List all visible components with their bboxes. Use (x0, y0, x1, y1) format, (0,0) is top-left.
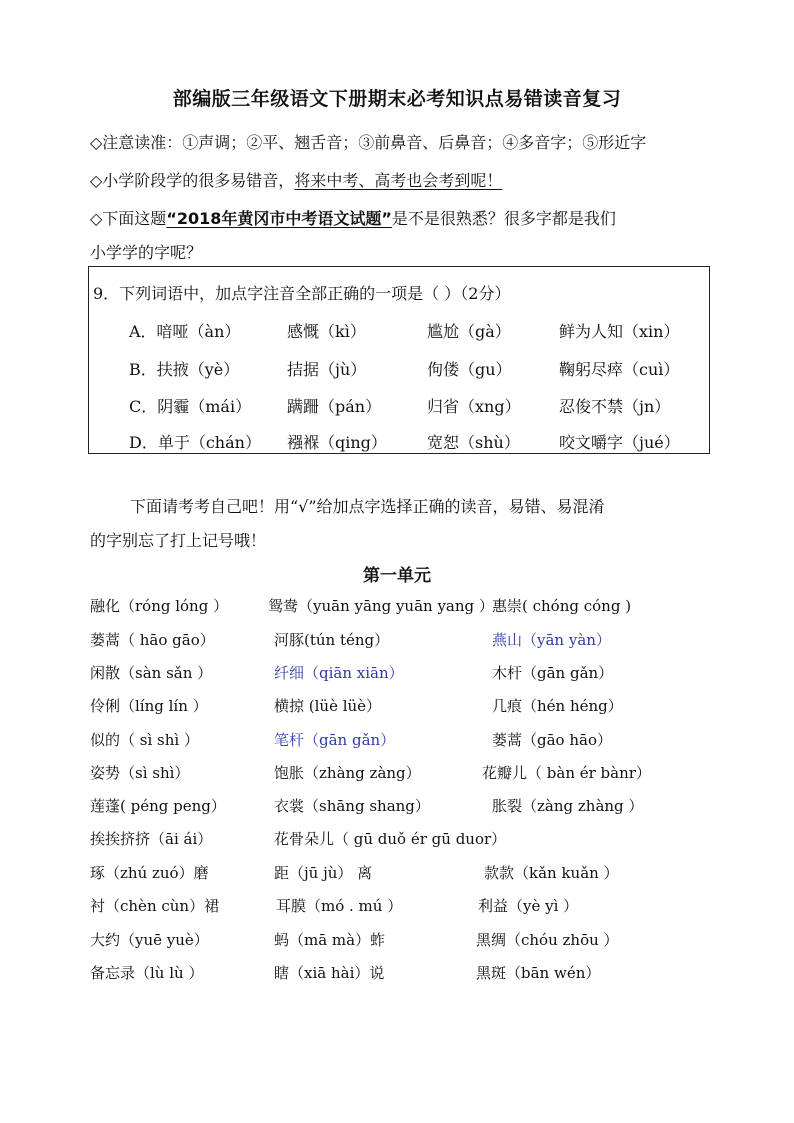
note-text: ◇小学阶段学的很多易错音， (90, 171, 295, 190)
word-item: 横掠 (lüè lüè） (274, 697, 382, 715)
note-exam-intro-cont: 小学学的字呢？ (90, 243, 203, 262)
option-a-word-4: 鲜为人知（xin） (559, 322, 680, 341)
word-item: 河豚(tún téng） (274, 631, 390, 649)
word-item: 距（jū jù） 离 (274, 864, 373, 882)
option-a-word-3: 尴尬（gà） (427, 322, 511, 341)
note-text: ◇下面这题 (90, 209, 167, 228)
unit-title: 第一单元 (363, 566, 431, 586)
option-c-word-4: 忍俊不禁（jn） (559, 397, 671, 416)
word-item: 姿势（sì shì） (90, 764, 190, 782)
word-item: 蒌蒿（gāo hāo） (492, 731, 612, 749)
exercise-intro-line-1: 下面请考考自己吧！用“√”给加点字选择正确的读音，易错、易混淆 (130, 497, 605, 516)
word-item: 款款（kǎn kuǎn ） (484, 864, 619, 882)
option-c-word-3: 归省（xng） (427, 397, 521, 416)
option-d-word-3: 宽恕（shù） (427, 433, 520, 452)
option-b-word-3: 佝偻（gu） (427, 360, 512, 379)
exam-source-title: “2018年黄冈市中考语文试题” (166, 209, 392, 228)
note-exam-intro (90, 206, 616, 229)
note-text: 是不是很熟悉？很多字都是我们 (391, 209, 616, 228)
word-item: 花瓣儿（ bàn ér bànr） (482, 764, 651, 782)
word-item: 融化（róng lóng ） (90, 597, 229, 615)
word-item: 似的（ sì shì ） (90, 731, 199, 749)
word-item: 闲散（sàn sǎn ） (90, 664, 213, 682)
word-item: 伶俐（líng lín ） (90, 697, 208, 715)
word-item: 惠崇( chóng cóng ) (492, 597, 632, 615)
word-item: 纤细（qiān xiān） (274, 664, 404, 682)
word-item: 琢（zhú zuó）磨 (90, 864, 209, 882)
word-item: 黑绸（chóu zhōu ） (476, 931, 619, 949)
word-item: 鸳鸯（yuān yāng yuān yang ） (268, 597, 494, 615)
word-item: 瞎（xiā hài）说 (274, 964, 385, 982)
question-stem: 9．下列词语中，加点字注音全部正确的一项是（ ）（2分） (93, 284, 511, 303)
word-item: 燕山（yān yàn） (492, 631, 611, 649)
note-common-errors (90, 168, 502, 191)
word-item: 衣裳（shāng shang） (274, 797, 430, 815)
option-a-word-1: A．喑哑（àn） (129, 322, 241, 341)
word-item: 蚂（mā mà）蚱 (274, 931, 386, 949)
word-item: 大约（yuē yuè） (90, 931, 209, 949)
option-b-word-4: 鞠躬尽瘁（cuì） (559, 360, 680, 379)
option-b-word-1: B．扶掖（yè） (129, 360, 240, 379)
option-a-word-2: 感慨（kì） (287, 322, 366, 341)
word-item: 耳膜（mó . mú ） (276, 897, 403, 915)
word-item: 蒌蒿（ hāo gāo） (90, 631, 215, 649)
note-underlined-text: 将来中考、高考也会考到呢！ (294, 171, 503, 190)
word-item: 木杆（gān gǎn） (492, 664, 614, 682)
option-d-word-2: 襁褓（qing） (287, 433, 387, 452)
page-title: 部编版三年级语文下册期末必考知识点易错读音复习 (172, 88, 622, 110)
note-pronunciation-tips: ◇注意读准：①声调；②平、翘舌音；③前鼻音、后鼻音；④多音字；⑤形近字 (90, 133, 647, 152)
option-d-word-1: D．单于（chán） (129, 433, 261, 452)
word-item: 花骨朵儿（ gū duǒ ér gū duor） (274, 830, 507, 848)
option-d-word-4: 咬文嚼字（jué） (559, 433, 680, 452)
word-item: 备忘录（lù lù ） (90, 964, 204, 982)
word-item: 几痕（hén héng） (492, 697, 623, 715)
exercise-intro-line-2: 的字别忘了打上记号哦！ (90, 531, 267, 550)
word-item: 黑斑（bān wén） (476, 964, 601, 982)
word-item: 笔杆（gān gǎn） (274, 731, 396, 749)
word-item: 胀裂（zàng zhàng ） (492, 797, 644, 815)
option-c-word-1: C．阴霾（mái） (129, 397, 252, 416)
word-item: 挨挨挤挤（āi ái） (90, 830, 213, 848)
option-b-word-2: 拮据（jù） (287, 360, 367, 379)
word-item: 饱胀（zhàng zàng） (274, 764, 421, 782)
option-c-word-2: 蹒跚（pán） (287, 397, 382, 416)
word-item: 莲蓬( péng peng） (90, 797, 226, 815)
word-item: 衬（chèn cùn）裙 (90, 897, 220, 915)
word-item: 利益（yè yì ） (478, 897, 579, 915)
exam-question-box (88, 266, 710, 454)
